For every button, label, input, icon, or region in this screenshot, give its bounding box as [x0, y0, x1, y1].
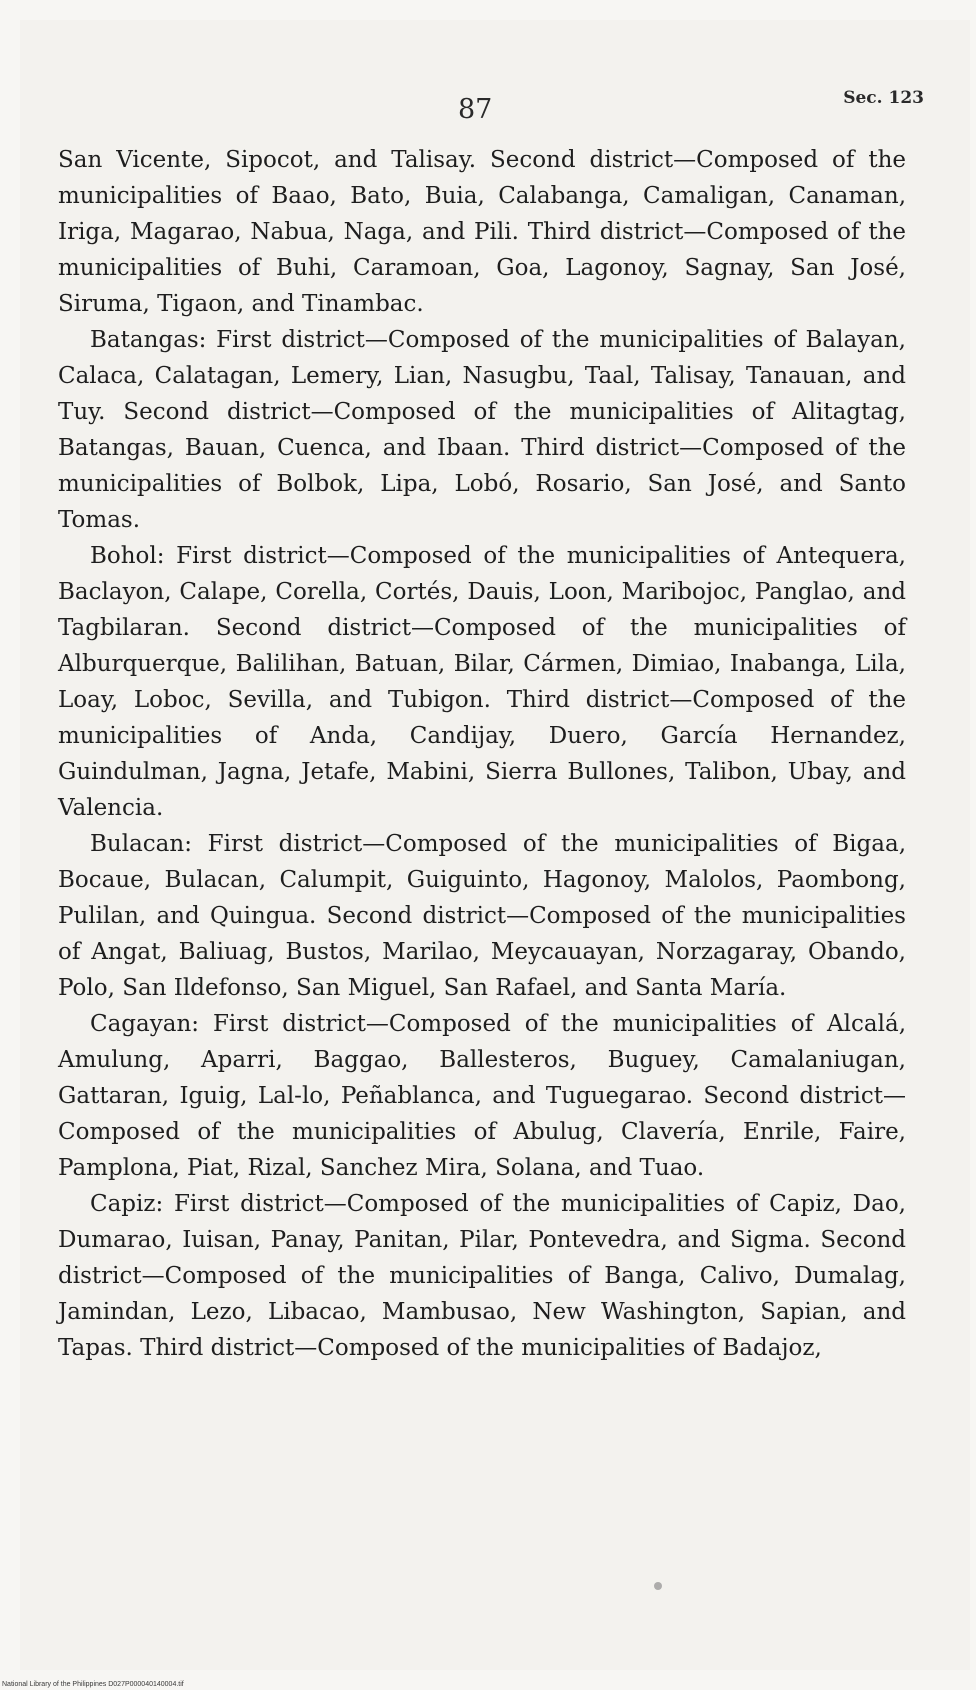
ink-mark: [654, 1582, 662, 1590]
paragraph-bulacan: Bulacan: First district—Composed of the municipalities of Bigaa, Bocaue, Bulacan, Calumpit, Guiguinto, Hagonoy, Malolos, Paombong, Pulilan, and Quingua. Second district—Composed of the municipalities of Angat, Baliuag, Bustos, Marilao, Meycauayan, Norzagaray, Obando, Polo, San Ildefonso, San Miguel, San Rafael, and Santa María.: [58, 831, 906, 1001]
scan-label: National Library of the Philippines D027P000040140004.tif: [2, 1681, 184, 1688]
paragraph-capiz: Capiz: First district—Composed of the municipalities of Capiz, Dao, Dumarao, Iuisan, Panay, Panitan, Pilar, Pontevedra, and Sigma. Second district—Composed of the municipalities of Banga, Calivo, Dumalag, Jamindan, Lezo, Libacao, Mambusao, New Washington, Sapian, and Tapas. Third district—Composed of the municipalities of Badajoz,: [58, 1191, 906, 1361]
paragraph-1: San Vicente, Sipocot, and Talisay. Second district—Composed of the municipalities of Baao, Bato, Buia, Calabanga, Camaligan, Canaman, Iriga, Magarao, Nabua, Naga, and Pili. Third district—Composed of the municipalities of Buhi, Caramoan, Goa, Lagonoy, Sagnay, San José, Siruma, Tigaon, and Tinambac.: [58, 147, 906, 317]
paragraph-batangas: Batangas: First district—Composed of the municipalities of Balayan, Calaca, Calatagan, Lemery, Lian, Nasugbu, Taal, Talisay, Tanauan, and Tuy. Second district—Composed of the municipalities of Alitagtag, Batangas, Bauan, Cuenca, and Ibaan. Third district—Composed of the municipalities of Bolbok, Lipa, Lobó, Rosario, San José, and Santo Tomas.: [58, 327, 906, 533]
page-number: 87: [458, 94, 493, 125]
paragraph-bohol: Bohol: First district—Composed of the municipalities of Antequera, Baclayon, Calape, Corella, Cortés, Dauis, Loon, Maribojoc, Panglao, and Tagbilaran. Second district—Composed of the municipalities of Alburquerque, Balilihan, Batuan, Bilar, Cármen, Dimiao, Inabanga, Lila, Loay, Loboc, Sevilla, and Tubigon. Third district—Composed of the municipalities of Anda, Candijay, Duero, García Hernandez, Guindulman, Jagna, Jetafe, Mabini, Sierra Bullones, Talibon, Ubay, and Valencia.: [58, 543, 906, 821]
paragraph-cagayan: Cagayan: First district—Composed of the municipalities of Alcalá, Amulung, Aparri, Baggao, Ballesteros, Buguey, Camalaniugan, Gattaran, Iguig, Lal-lo, Peñablanca, and Tuguegarao. Second district—Composed of the municipalities of Abulug, Clavería, Enrile, Faire, Pamplona, Piat, Rizal, Sanchez Mira, Solana, and Tuao.: [58, 1011, 906, 1181]
section-label: Sec. 123: [843, 88, 924, 108]
page-header: [0, 88, 976, 128]
body-text: [58, 142, 906, 1366]
